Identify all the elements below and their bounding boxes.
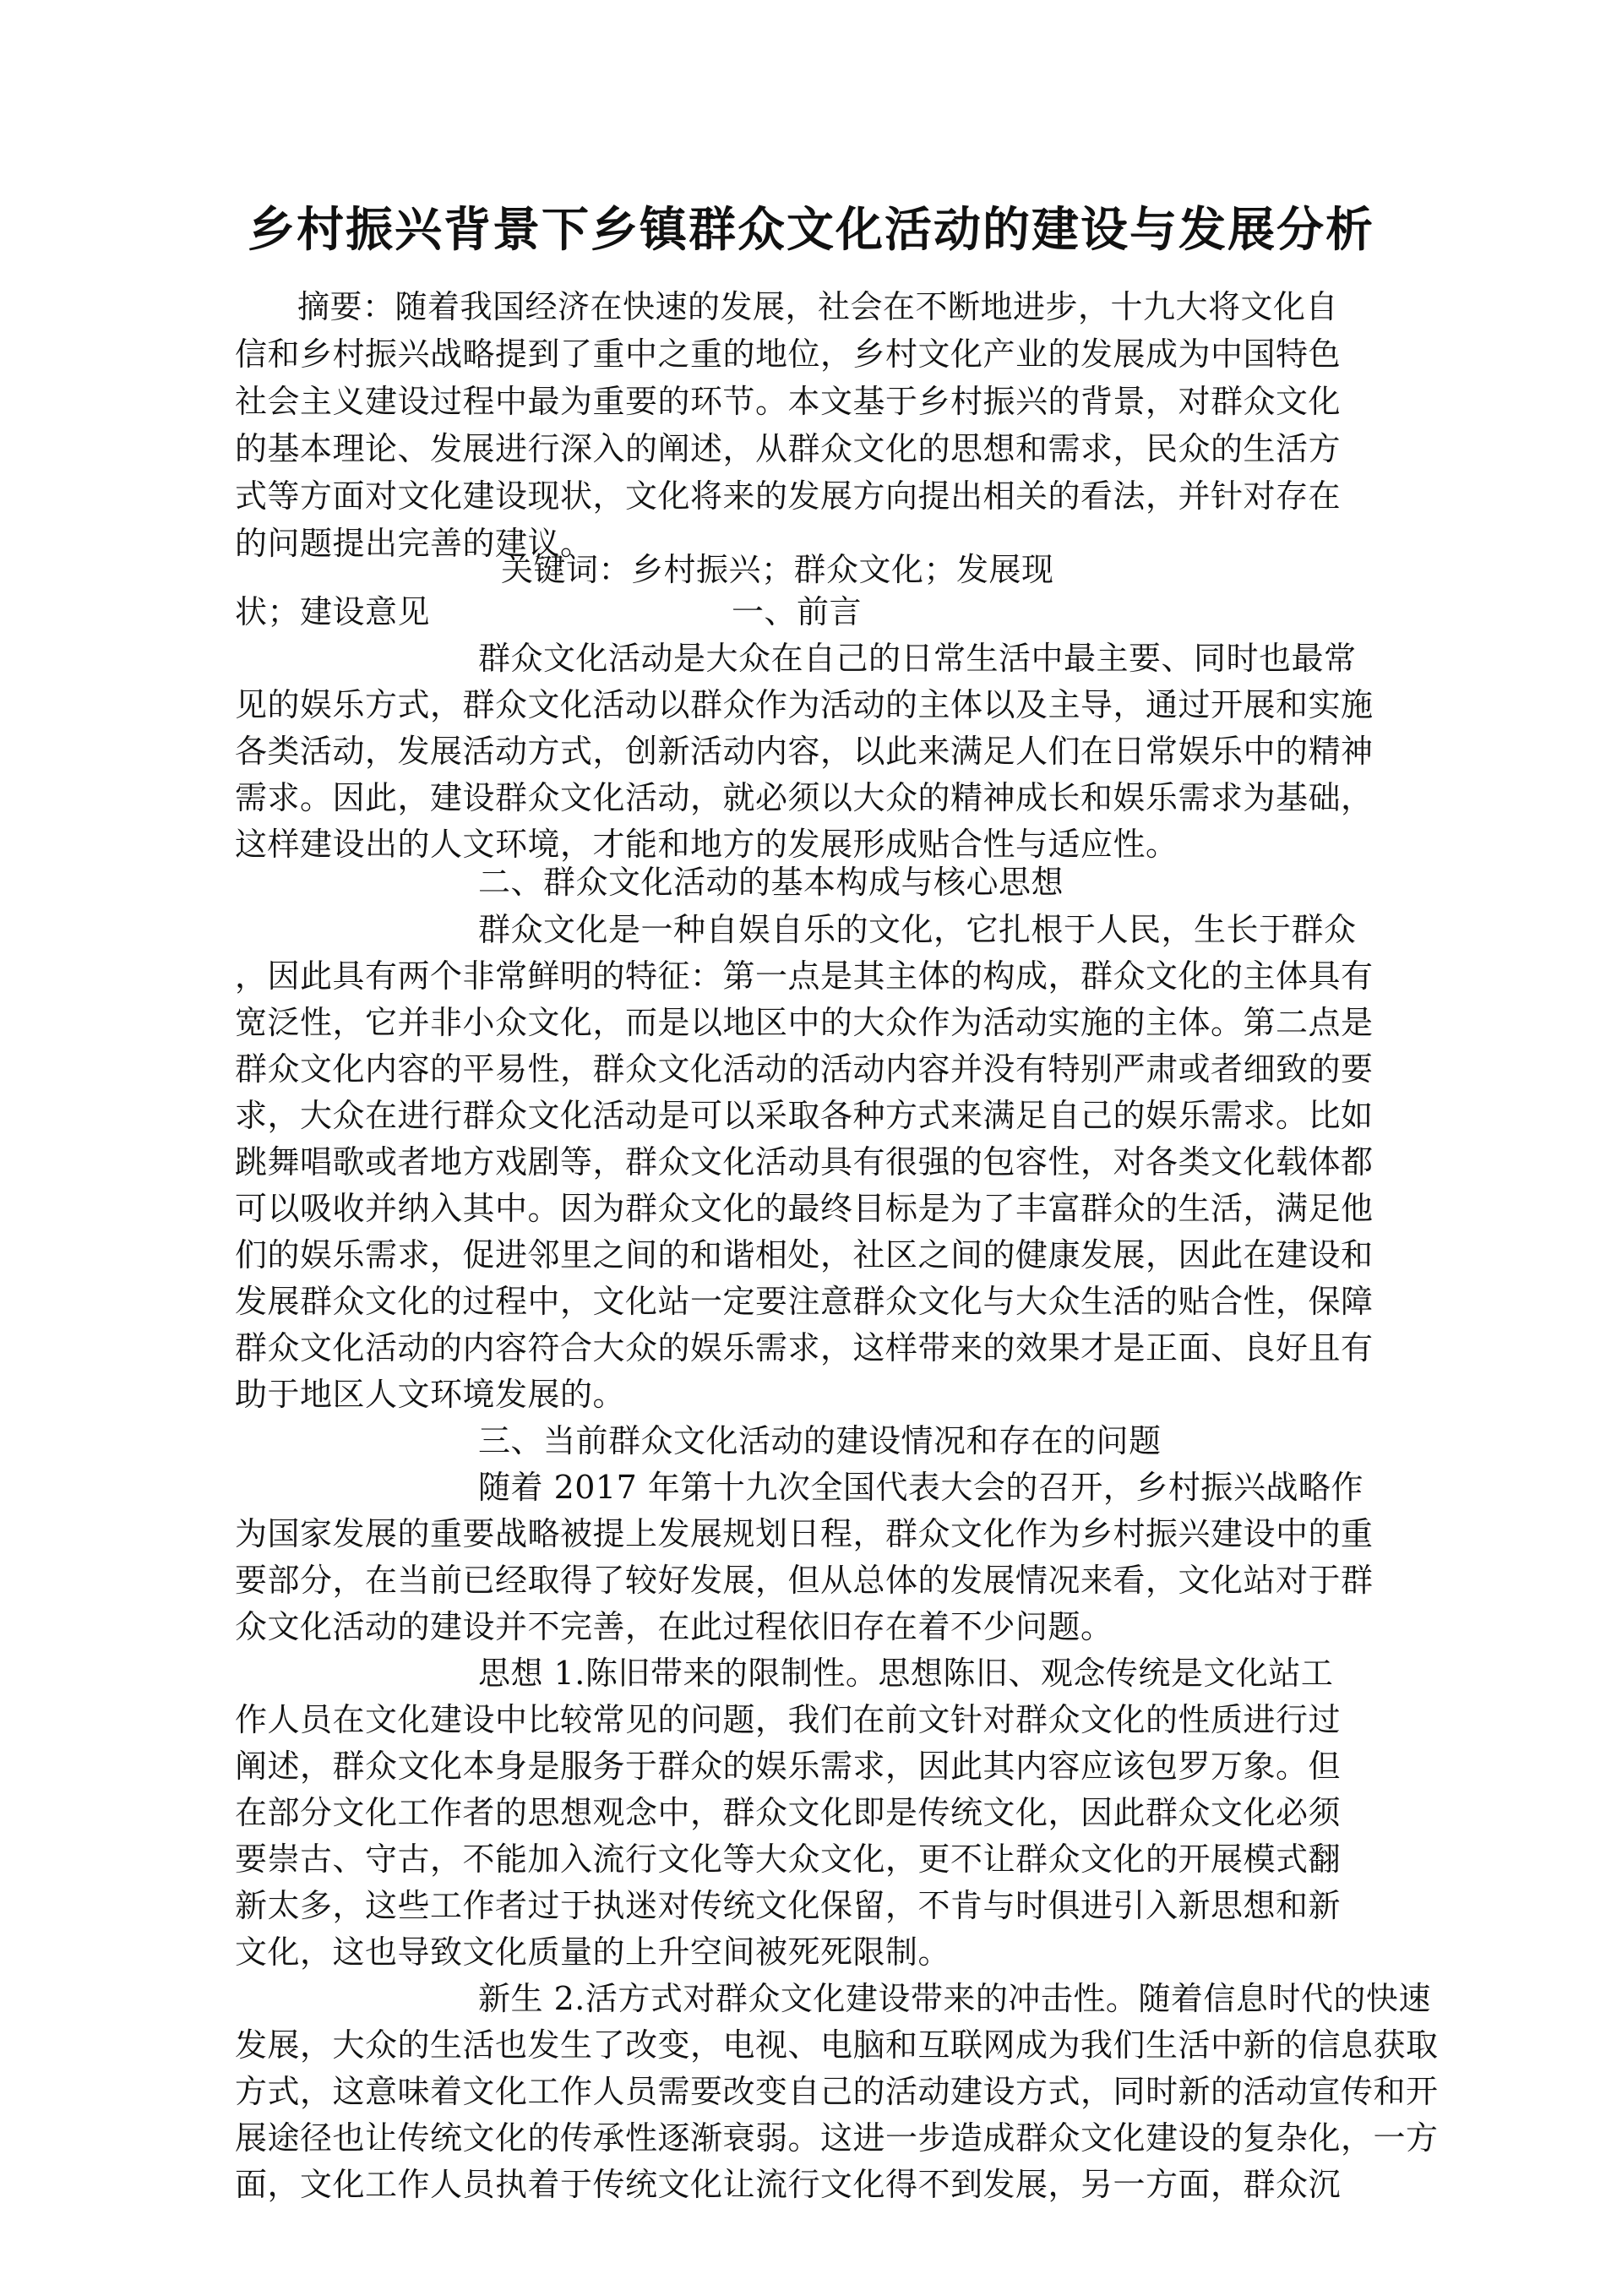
- abstract-line-3: 社会主义建设过程中最为重要的环节。本文基于乡村振兴的背景，对群众文化: [235, 383, 1342, 420]
- paragraph-line: 思想 1.陈旧带来的限制性。思想陈旧、观念传统是文化站工: [478, 1655, 1334, 1692]
- paragraph-line: 方式，这意味着文化工作人员需要改变自己的活动建设方式，同时新的活动宣传和开: [235, 2073, 1439, 2110]
- paragraph-line: 展途径也让传统文化的传承性逐渐衰弱。这进一步造成群众文化建设的复杂化，一方: [235, 2119, 1439, 2157]
- paragraph-line: 为国家发展的重要战略被提上发展规划日程，群众文化作为乡村振兴建设中的重: [235, 1515, 1374, 1552]
- abstract-line-1: 摘要：随着我国经济在快速的发展，社会在不断地进步，十九大将文化自: [297, 288, 1339, 325]
- paragraph-line: 随着 2017 年第十九次全国代表大会的召开，乡村振兴战略作: [478, 1469, 1363, 1506]
- paragraph-line: 需求。因此，建设群众文化活动，就必须以大众的精神成长和娱乐需求为基础，: [235, 779, 1374, 816]
- keywords-line-2: 状；建设意见: [235, 593, 431, 630]
- paragraph-line: ，因此具有两个非常鲜明的特征：第一点是其主体的构成，群众文化的主体具有: [235, 957, 1374, 995]
- keywords-line-1: 关键词：乡村振兴；群众文化；发展现: [501, 551, 1054, 588]
- paragraph-line: 作人员在文化建设中比较常见的问题，我们在前文针对群众文化的性质进行过: [235, 1701, 1342, 1738]
- paragraph-line: 群众文化活动是大众在自己的日常生活中最主要、同时也最常: [478, 640, 1357, 677]
- document-title: 乡村振兴背景下乡镇群众文化活动的建设与发展分析: [248, 202, 1374, 258]
- section-heading-2: 二、群众文化活动的基本构成与核心思想: [478, 864, 1064, 901]
- paragraph-line: 面，文化工作人员执着于传统文化让流行文化得不到发展，另一方面，群众沉: [235, 2166, 1342, 2203]
- paragraph-line: 跳舞唱歌或者地方戏剧等，群众文化活动具有很强的包容性，对各类文化载体都: [235, 1143, 1374, 1181]
- paragraph-line: 在部分文化工作者的思想观念中，群众文化即是传统文化，因此群众文化必须: [235, 1794, 1342, 1831]
- paragraph-line: 群众文化内容的平易性，群众文化活动的活动内容并没有特别严肃或者细致的要: [235, 1050, 1374, 1088]
- paragraph-line: 求，大众在进行群众文化活动是可以采取各种方式来满足自己的娱乐需求。比如: [235, 1097, 1374, 1134]
- paragraph-line: 新太多，这些工作者过于执迷对传统文化保留，不肯与时俱进引入新思想和新: [235, 1887, 1342, 1924]
- abstract-line-2: 信和乡村振兴战略提到了重中之重的地位，乡村文化产业的发展成为中国特色: [235, 335, 1342, 373]
- paragraph-line: 要部分，在当前已经取得了较好发展，但从总体的发展情况来看，文化站对于群: [235, 1562, 1374, 1599]
- paragraph-line: 宽泛性，它并非小众文化，而是以地区中的大众作为活动实施的主体。第二点是: [235, 1004, 1374, 1041]
- paragraph-line: 群众文化活动的内容符合大众的娱乐需求，这样带来的效果才是正面、良好且有: [235, 1329, 1374, 1366]
- abstract-line-5: 式等方面对文化建设现状，文化将来的发展方向提出相关的看法，并针对存在: [235, 477, 1342, 515]
- paragraph-line: 阐述，群众文化本身是服务于群众的娱乐需求，因此其内容应该包罗万象。但: [235, 1748, 1342, 1785]
- abstract-line-4: 的基本理论、发展进行深入的阐述，从群众文化的思想和需求，民众的生活方: [235, 430, 1342, 467]
- paragraph-line: 发展群众文化的过程中，文化站一定要注意群众文化与大众生活的贴合性，保障: [235, 1283, 1374, 1320]
- paragraph-line: 要崇古、守古，不能加入流行文化等大众文化，更不让群众文化的开展模式翻: [235, 1841, 1342, 1878]
- paragraph-line: 助于地区人文环境发展的。: [235, 1376, 626, 1413]
- paragraph-line: 们的娱乐需求，促进邻里之间的和谐相处，社区之间的健康发展，因此在建设和: [235, 1236, 1374, 1273]
- paragraph-line: 这样建设出的人文环境，才能和地方的发展形成贴合性与适应性。: [235, 826, 1178, 863]
- abstract-line-6: 的问题提出完善的建议。: [235, 525, 593, 562]
- paragraph-line: 群众文化是一种自娱自乐的文化，它扎根于人民，生长于群众: [478, 911, 1357, 948]
- paragraph-line: 发展，大众的生活也发生了改变，电视、电脑和互联网成为我们生活中新的信息获取: [235, 2026, 1439, 2064]
- section-heading-1: 一、前言: [732, 593, 863, 630]
- section-heading-3: 三、当前群众文化活动的建设情况和存在的问题: [478, 1422, 1162, 1459]
- paragraph-line: 文化，这也导致文化质量的上升空间被死死限制。: [235, 1933, 951, 1971]
- paragraph-line: 各类活动，发展活动方式，创新活动内容，以此来满足人们在日常娱乐中的精神: [235, 733, 1374, 770]
- paragraph-line: 见的娱乐方式，群众文化活动以群众作为活动的主体以及主导，通过开展和实施: [235, 686, 1374, 723]
- paragraph-line: 新生 2.活方式对群众文化建设带来的冲击性。随着信息时代的快速: [478, 1980, 1431, 2017]
- paragraph-line: 可以吸收并纳入其中。因为群众文化的最终目标是为了丰富群众的生活，满足他: [235, 1190, 1374, 1227]
- paragraph-line: 众文化活动的建设并不完善，在此过程依旧存在着不少问题。: [235, 1608, 1113, 1645]
